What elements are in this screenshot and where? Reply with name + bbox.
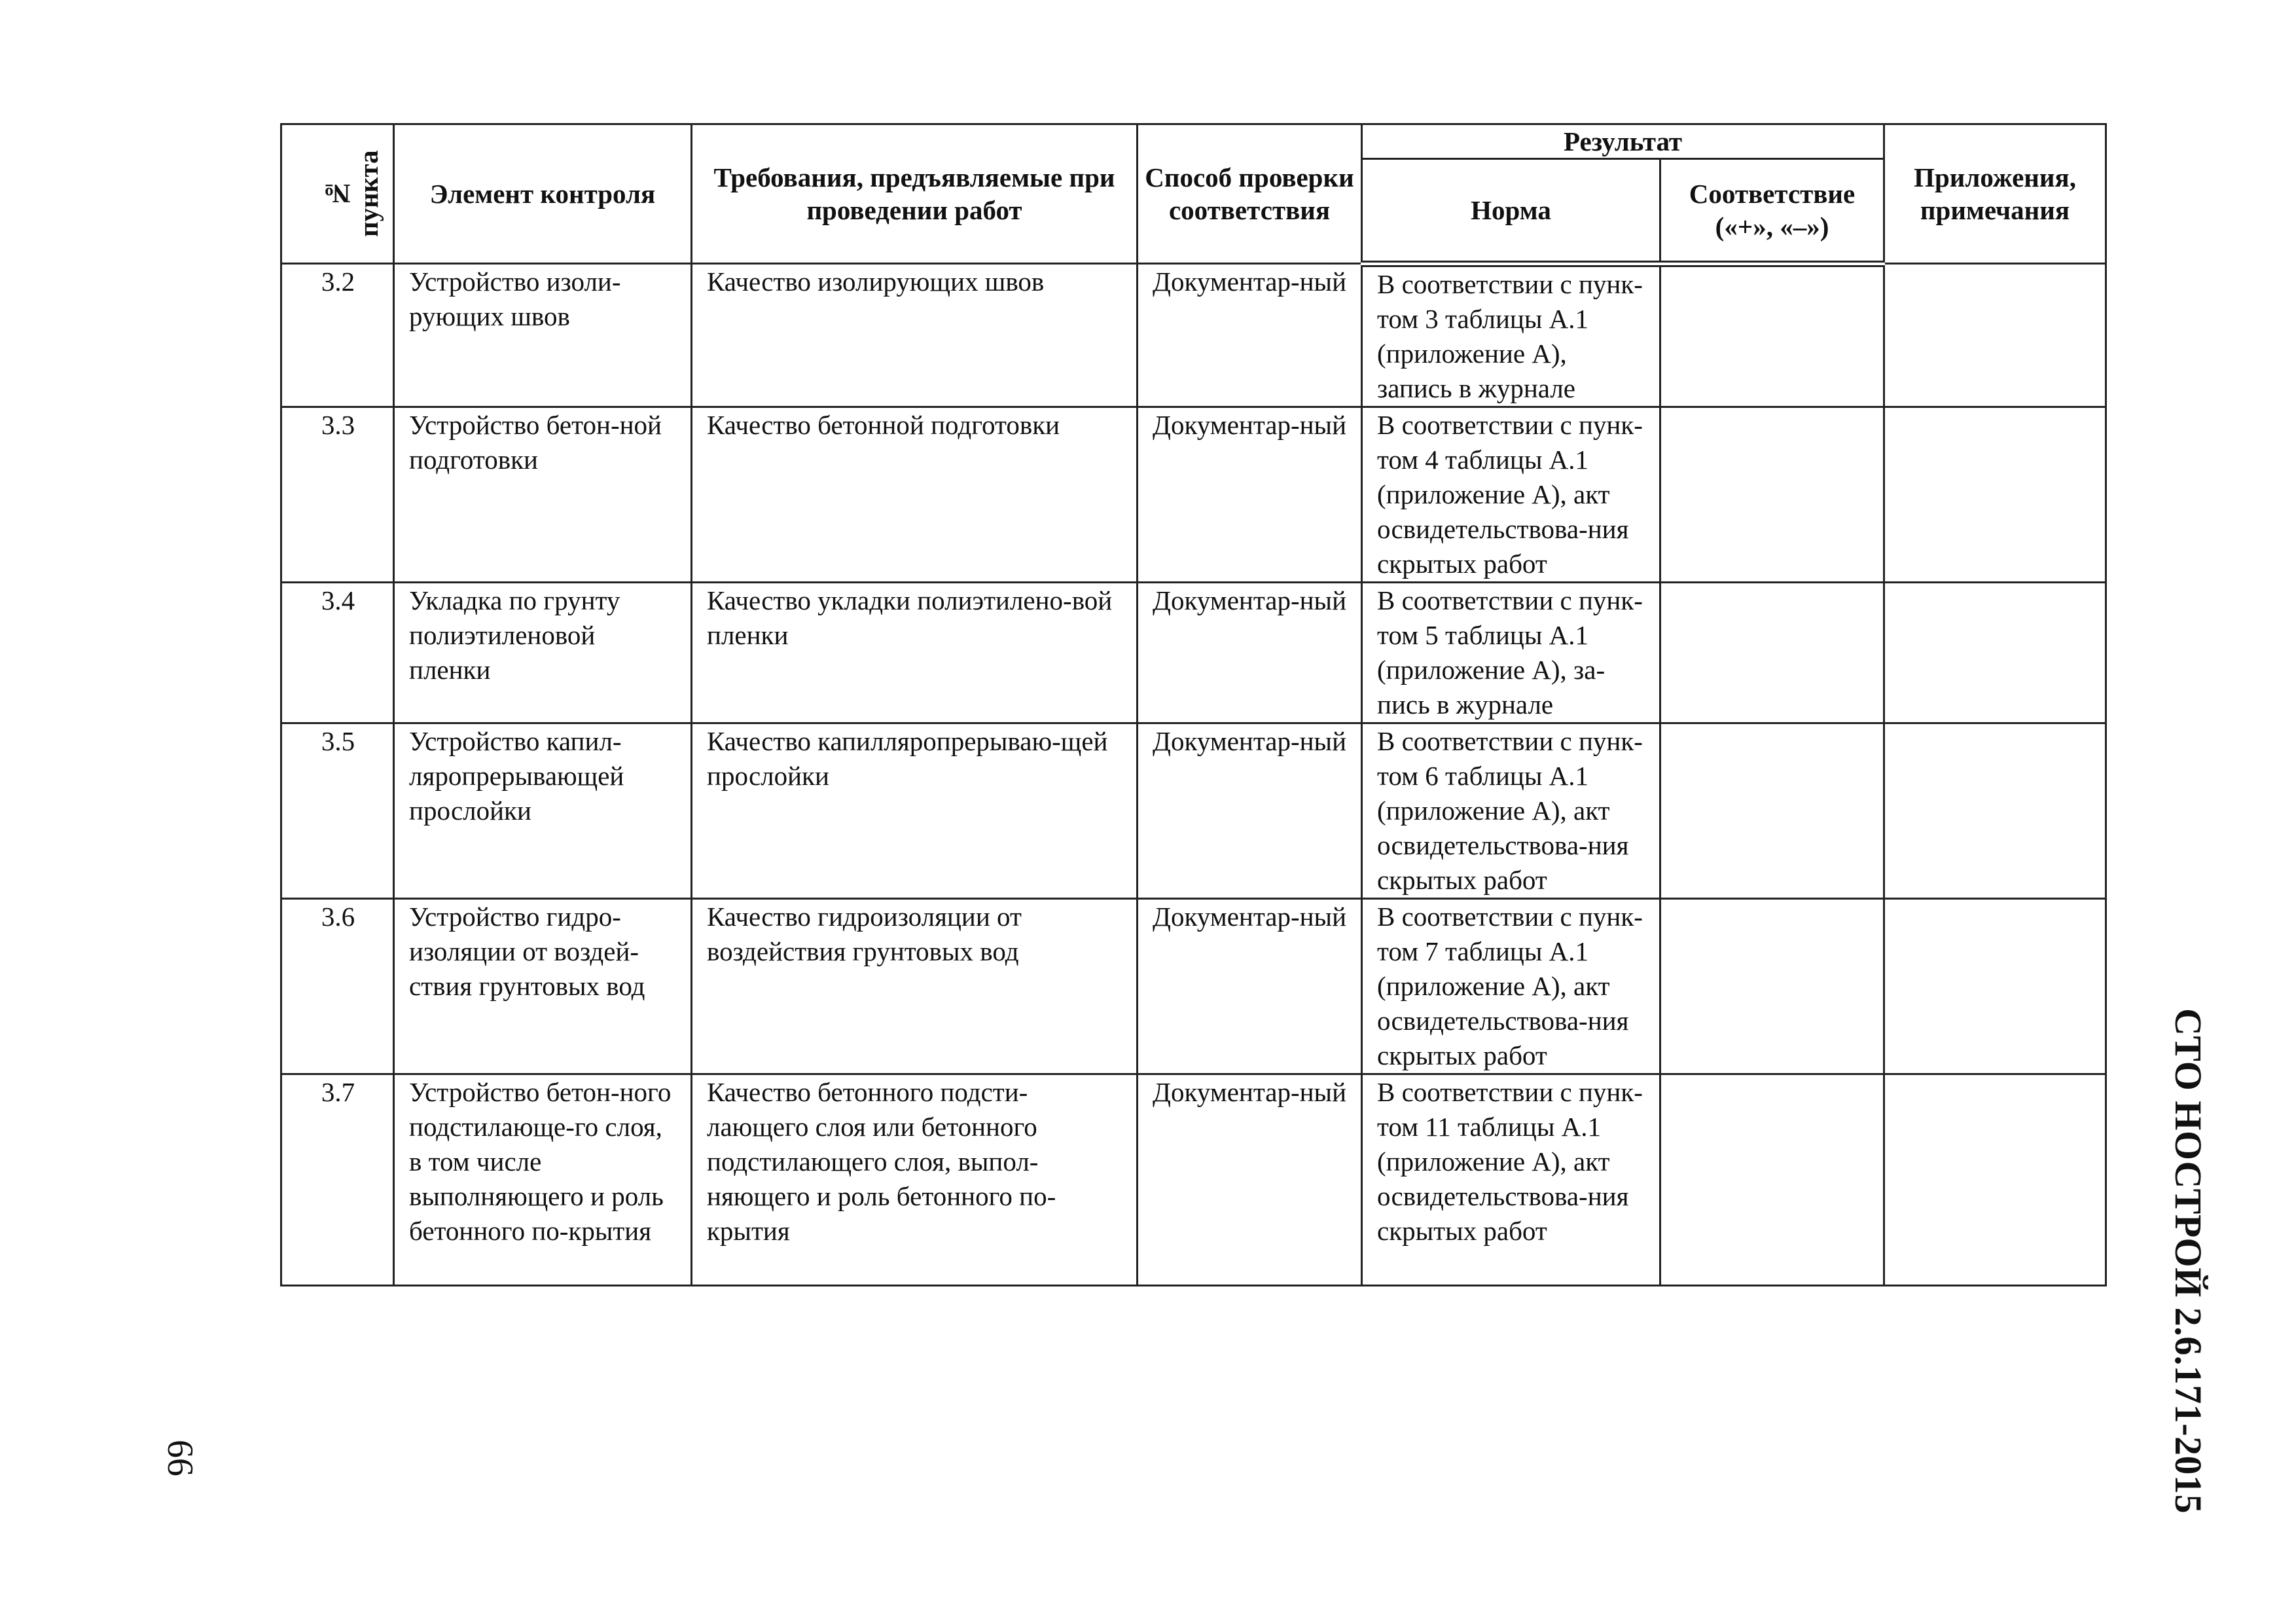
cell-control-element: Устройство бетон-ной подготовки [394, 407, 692, 582]
cell-control-element: Устройство гидро-изоляции от воздей-ствия грунтовых вод [394, 898, 692, 1074]
cell-item-number: 3.3 [281, 407, 394, 582]
cell-check-method: Документар-ный [1138, 723, 1362, 898]
cell-check-method: Документар-ный [1138, 1074, 1362, 1285]
cell-compliance [1660, 723, 1884, 898]
cell-notes [1884, 1074, 2106, 1285]
table-row [281, 407, 2106, 582]
cell-requirement: Качество бетонной подготовки [692, 407, 1138, 582]
cell-compliance [1660, 264, 1884, 407]
cell-norm: В соответствии с пунк-том 7 таблицы А.1 (приложение А), акт освидетельствова-ния скрытых работ [1362, 898, 1660, 1074]
header-requirements: Требования, предъявляемые при проведении работ [692, 124, 1138, 264]
cell-check-method: Документар-ный [1138, 582, 1362, 723]
cell-control-element: Устройство капил-ляропрерывающей прослойки [394, 723, 692, 898]
cell-norm: В соответствии с пунк-том 5 таблицы А.1 (приложение А), за-пись в журнале [1362, 582, 1660, 723]
cell-compliance [1660, 898, 1884, 1074]
cell-check-method: Документар-ный [1138, 898, 1362, 1074]
table-row [281, 1074, 2106, 1285]
cell-requirement: Качество гидроизоляции от воздействия грунтовых вод [692, 898, 1138, 1074]
cell-notes [1884, 898, 2106, 1074]
header-check-method: Способ проверки соответствия [1138, 124, 1362, 264]
cell-control-element: Устройство бетон-ного подстилающе-го слоя, в том числе выполняющего и роль бетонного по-крытия [394, 1074, 692, 1285]
inspection-table [280, 123, 2107, 1286]
cell-item-number: 3.7 [281, 1074, 394, 1285]
cell-norm: В соответствии с пунк-том 6 таблицы А.1 (приложение А), акт освидетельствова-ния скрытых работ [1362, 723, 1660, 898]
cell-check-method: Документар-ный [1138, 264, 1362, 407]
cell-item-number: 3.4 [281, 582, 394, 723]
cell-requirement: Качество изолирующих швов [692, 264, 1138, 407]
cell-control-element: Устройство изоли-рующих швов [394, 264, 692, 407]
cell-requirement: Качество бетонного подсти-лающего слоя или бетонного подстилающего слоя, выпол-няющего и роль бетонного по-крытия [692, 1074, 1138, 1285]
header-norm: Норма [1362, 159, 1660, 264]
cell-item-number: 3.6 [281, 898, 394, 1074]
header-compliance: Соответствие («+», «–») [1660, 159, 1884, 264]
page-number: 66 [160, 1440, 200, 1476]
cell-notes [1884, 582, 2106, 723]
cell-norm: В соответствии с пунк-том 11 таблицы А.1 (приложение А), акт освидетельствова-ния скрытых работ [1362, 1074, 1660, 1285]
cell-check-method: Документар-ный [1138, 407, 1362, 582]
table-row [281, 898, 2106, 1074]
table-row [281, 723, 2106, 898]
cell-norm: В соответствии с пунк-том 3 таблицы А.1 (приложение А), запись в журнале [1362, 264, 1660, 407]
cell-control-element: Укладка по грунту полиэтиленовой пленки [394, 582, 692, 723]
header-result: Результат [1362, 124, 1884, 159]
cell-item-number: 3.5 [281, 723, 394, 898]
cell-notes [1884, 723, 2106, 898]
cell-compliance [1660, 582, 1884, 723]
cell-norm: В соответствии с пунк-том 4 таблицы А.1 (приложение А), акт освидетельствова-ния скрытых работ [1362, 407, 1660, 582]
table-row [281, 582, 2106, 723]
header-notes: Приложения, примечания [1884, 124, 2106, 264]
header-control-element: Элемент контроля [394, 124, 692, 264]
table-row [281, 264, 2106, 407]
header-item-number: № пункта [281, 124, 394, 264]
cell-notes [1884, 264, 2106, 407]
cell-requirement: Качество укладки полиэтилено-вой пленки [692, 582, 1138, 723]
cell-compliance [1660, 407, 1884, 582]
cell-requirement: Качество капилляропрерываю-щей прослойки [692, 723, 1138, 898]
cell-item-number: 3.2 [281, 264, 394, 407]
cell-compliance [1660, 1074, 1884, 1285]
document-code: СТО НОСТРОЙ 2.6.171-2015 [2167, 1008, 2210, 1514]
cell-notes [1884, 407, 2106, 582]
